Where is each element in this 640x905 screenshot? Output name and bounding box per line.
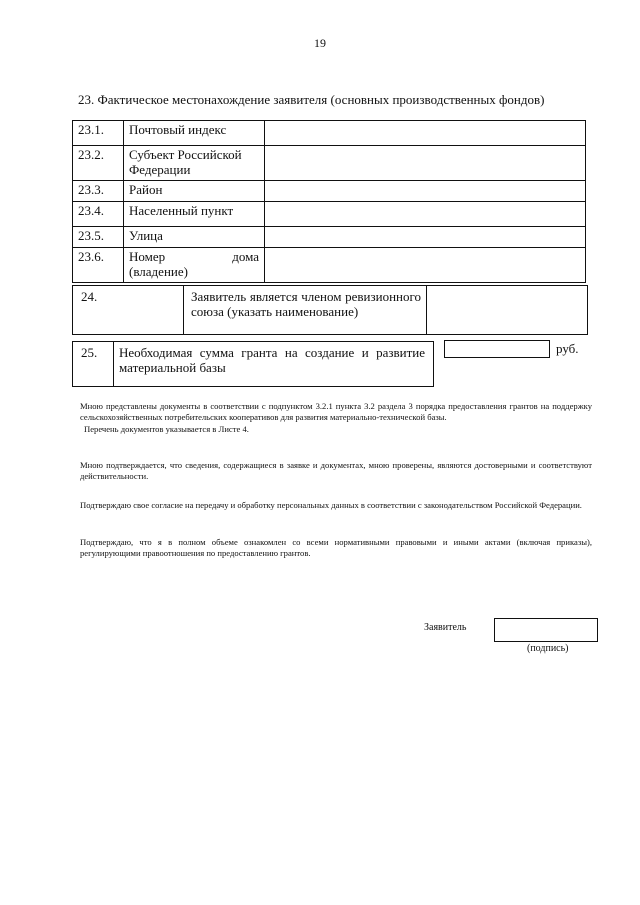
item-25-box [72, 341, 434, 387]
row-label [124, 248, 265, 283]
district-field[interactable] [265, 181, 586, 202]
item-number: 24. [81, 289, 98, 304]
postal-code-field[interactable] [265, 121, 586, 146]
row-label: Населенный пункт [124, 202, 265, 227]
item-24-box [72, 285, 588, 335]
currency-label: руб. [556, 341, 579, 356]
row-number: 23.5. [73, 227, 124, 248]
table-row [73, 121, 586, 146]
row-number: 23.1. [73, 121, 124, 146]
row-number: 23.4. [73, 202, 124, 227]
house-number-field[interactable] [265, 248, 586, 283]
row-label: Улица [124, 227, 265, 248]
row-label: Почтовый индекс [124, 121, 265, 146]
locality-field[interactable] [265, 202, 586, 227]
declaration-acknowledgement: Подтверждаю, что я в полном объеме ознакомлен со всеми нормативными правовыми и иными актами (включая приказы), регулирующими правоотношения по предоставлению грантов. [80, 537, 592, 558]
item-number: 25. [81, 345, 98, 360]
table-row [73, 202, 586, 227]
table-row [73, 227, 586, 248]
page-number: 19 [314, 36, 326, 50]
row-number: 23.2. [73, 146, 124, 181]
table-row [73, 181, 586, 202]
row-label-line: (владение) [129, 264, 188, 279]
revision-union-field[interactable] [427, 286, 587, 334]
signature-caption: (подпись) [527, 643, 569, 654]
signer-label: Заявитель [424, 622, 467, 633]
row-number: 23.6. [73, 248, 124, 283]
street-field[interactable] [265, 227, 586, 248]
region-field[interactable] [265, 146, 586, 181]
table-row [73, 248, 586, 283]
item-25-label: Необходимая сумма гранта на создание и развитие материальной базы [119, 345, 425, 375]
grant-amount-input[interactable] [444, 340, 550, 358]
declaration-consent: Подтверждаю свое согласие на передачу и обработку персональных данных в соответствии с законодательством Российской Федерации. [80, 500, 582, 510]
item-24-label: Заявитель является членом ревизионного союза (указать наименование) [191, 289, 421, 319]
divider [113, 342, 114, 386]
row-label-line: Номер дома [129, 249, 259, 264]
row-number: 23.3. [73, 181, 124, 202]
row-label: Район [124, 181, 265, 202]
declaration-documents: Мною представлены документы в соответствии с подпунктом 3.2.1 пункта 3.2 раздела 3 порядка предоставления грантов на поддержку сельскохозяйственных потребительских кооперативов для развития материально-технической базы. [80, 401, 592, 422]
section-23-title: 23. Фактическое местонахождение заявителя (основных производственных фондов) [78, 92, 545, 107]
row-label: Субъект Российской Федерации [124, 146, 265, 181]
declaration-list-note: Перечень документов указывается в Листе 4. [84, 424, 249, 434]
table-row [73, 146, 586, 181]
divider [183, 286, 184, 334]
declaration-accuracy: Мною подтверждается, что сведения, содержащиеся в заявке и документах, мною проверены, являются достоверными и соответствуют действительности. [80, 460, 592, 481]
address-table [72, 120, 586, 283]
signature-box[interactable] [494, 618, 598, 642]
